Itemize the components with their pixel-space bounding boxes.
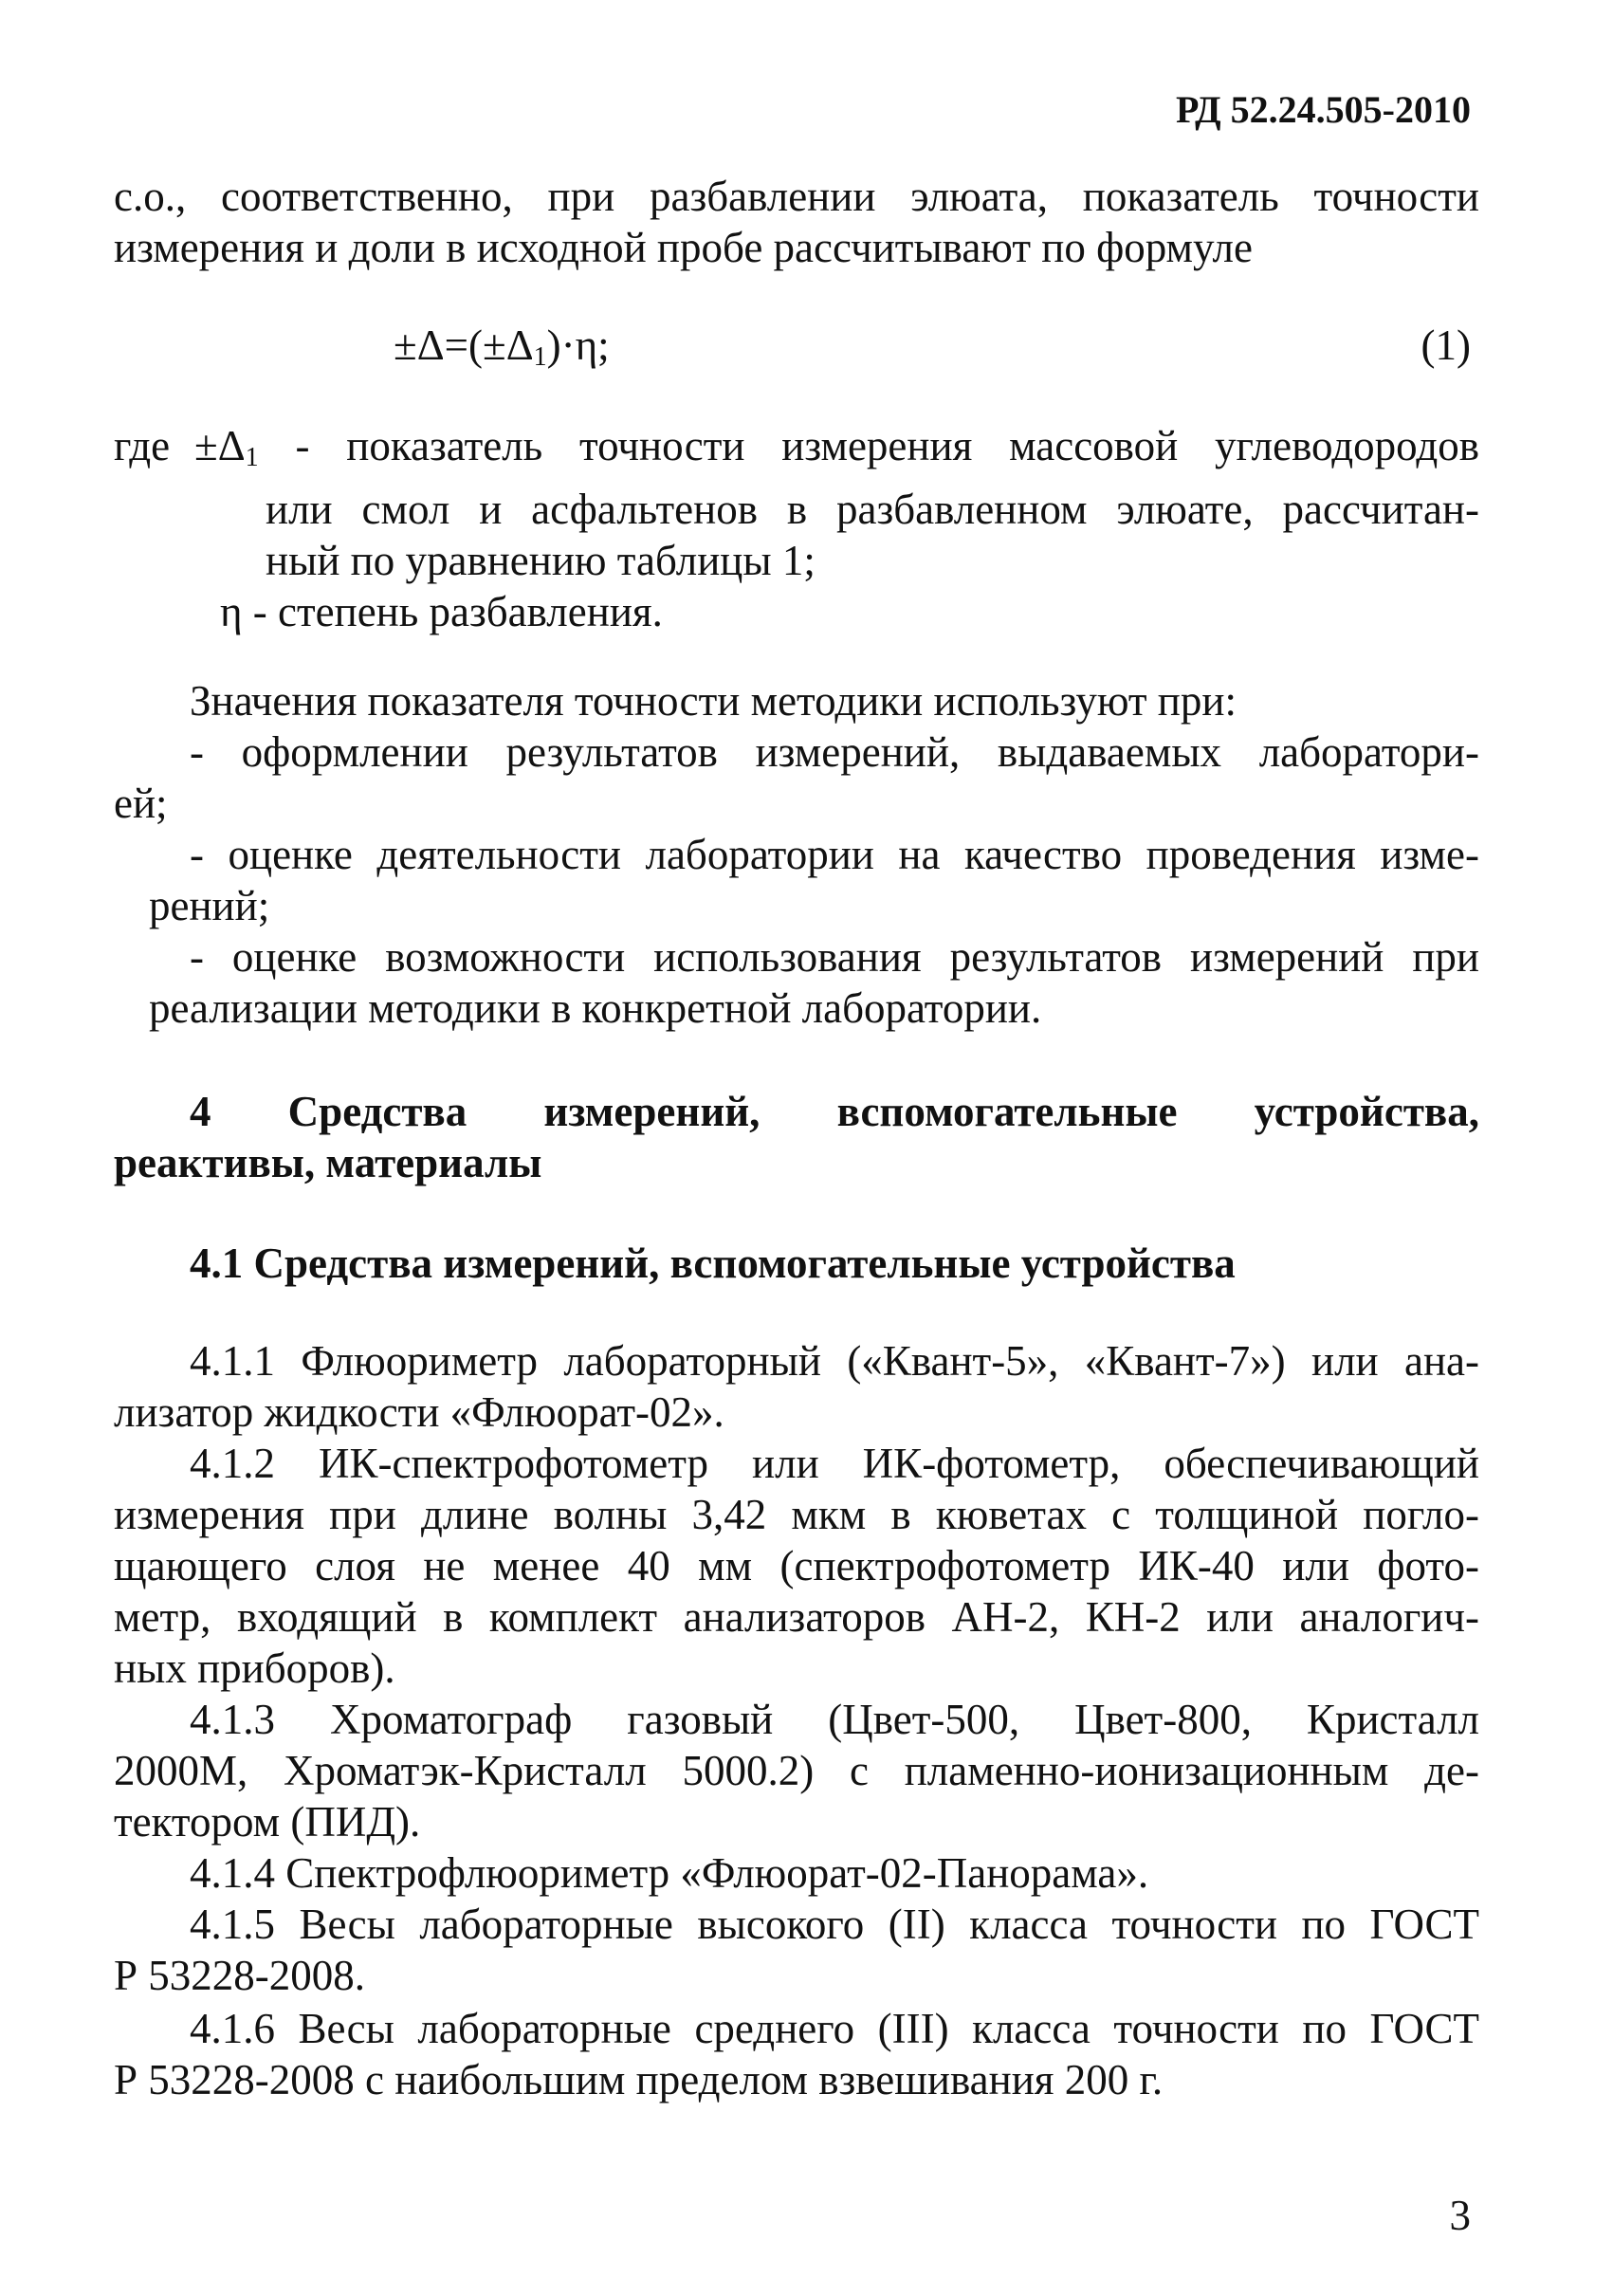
section-4-title-line-1: 4 Средства измерений, вспомогательные устройства, [190, 1088, 1479, 1135]
delta-symbol: ±Δ [194, 422, 246, 469]
where-clause [114, 420, 1479, 637]
equipment-list [114, 1335, 1479, 2105]
usage-item-3-line-2: реализации методики в конкретной лаборатории. [149, 984, 1042, 1032]
item-4-1-2-line-3: щающего слоя не менее 40 мм (спектрофотометр ИК-40 или фото- [114, 1542, 1479, 1589]
formula-expression-tail: )·η; [546, 321, 610, 369]
usage-item-2-line-2: рений; [149, 882, 270, 929]
item-4-1-3-line-2: 2000М, Хроматэк-Кристалл 5000.2) с пламенно-ионизационным де- [114, 1747, 1479, 1794]
intro-line-1: с.о., соответственно, при разбавлении элюата, показатель точности [114, 173, 1479, 220]
formula-subscript: 1 [533, 342, 547, 372]
usage-item-3-line-1: - оценке возможности использования результатов измерений при [190, 933, 1479, 981]
item-4-1-2-line-2: измерения при длине волны 3,42 мкм в кюветах с толщиной погло- [114, 1491, 1479, 1538]
formula [394, 321, 610, 373]
where-word: где [114, 422, 171, 469]
subsection-4-1-heading: 4.1 Средства измерений, вспомогательные устройства [190, 1240, 1236, 1287]
usage-item-1-line-2: ей; [114, 780, 168, 827]
item-4-1-1-line-2: лизатор жидкости «Флюорат-02». [114, 1388, 724, 1436]
page-number: 3 [1449, 2192, 1471, 2239]
delta-definition-line-3: ный по уравнению таблицы 1; [266, 537, 816, 584]
delta-subscript: 1 [245, 443, 259, 472]
item-4-1-3-line-1: 4.1.3 Хроматограф газовый (Цвет-500, Цвет-800, Кристалл [190, 1696, 1479, 1743]
item-4-1-2-line-1: 4.1.2 ИК-спектрофотометр или ИК-фотометр, обеспечивающий [190, 1440, 1479, 1487]
intro-line-2: измерения и доли в исходной пробе рассчитывают по формуле [114, 224, 1253, 271]
item-4-1-5-line-2: Р 53228-2008. [114, 1952, 366, 1999]
where-line-1 [114, 420, 1479, 484]
item-4-1-4-line-1: 4.1.4 Спектрофлюориметр «Флюорат-02-Панорама». [190, 1849, 1149, 1897]
usage-intro: Значения показателя точности методики используют при: [190, 677, 1237, 725]
eta-definition: η - степень разбавления. [220, 588, 663, 635]
delta-definition-line-2: или смол и асфальтенов в разбавленном элюате, рассчитан- [266, 486, 1479, 533]
item-4-1-2-line-5: ных приборов). [114, 1644, 395, 1692]
usage-item-1-line-1: - оформлении результатов измерений, выдаваемых лаборатори- [190, 728, 1479, 776]
usage-item-2-line-1: - оценке деятельности лаборатории на качество проведения изме- [190, 831, 1479, 878]
intro-paragraph [114, 171, 1479, 273]
document-code-header: РД 52.24.505-2010 [1176, 88, 1471, 131]
delta-definition-line-1 [194, 420, 1479, 484]
usage-paragraph [114, 675, 1479, 1034]
item-4-1-2-line-4: метр, входящий в комплект анализаторов АН-2, КН-2 или аналогич- [114, 1593, 1479, 1641]
item-4-1-1-line-1: 4.1.1 Флюориметр лабораторный («Квант-5», «Квант-7») или ана- [190, 1337, 1479, 1385]
item-4-1-6-line-1: 4.1.6 Весы лабораторные среднего (III) класса точности по ГОСТ [190, 2005, 1479, 2052]
section-4-title-line-2: реактивы, материалы [114, 1139, 542, 1186]
delta-text-line-1: - показатель точности измерения массовой углеводородов [258, 422, 1479, 469]
formula-number: (1) [1421, 321, 1471, 369]
section-4-heading [114, 1086, 1479, 1188]
formula-expression-main: ±Δ=(±Δ [394, 321, 534, 369]
item-4-1-6-line-2: Р 53228-2008 с наибольшим пределом взвешивания 200 г. [114, 2056, 1164, 2103]
item-4-1-5-line-1: 4.1.5 Весы лабораторные высокого (II) класса точности по ГОСТ [190, 1901, 1479, 1948]
item-4-1-3-line-3: тектором (ПИД). [114, 1798, 421, 1846]
